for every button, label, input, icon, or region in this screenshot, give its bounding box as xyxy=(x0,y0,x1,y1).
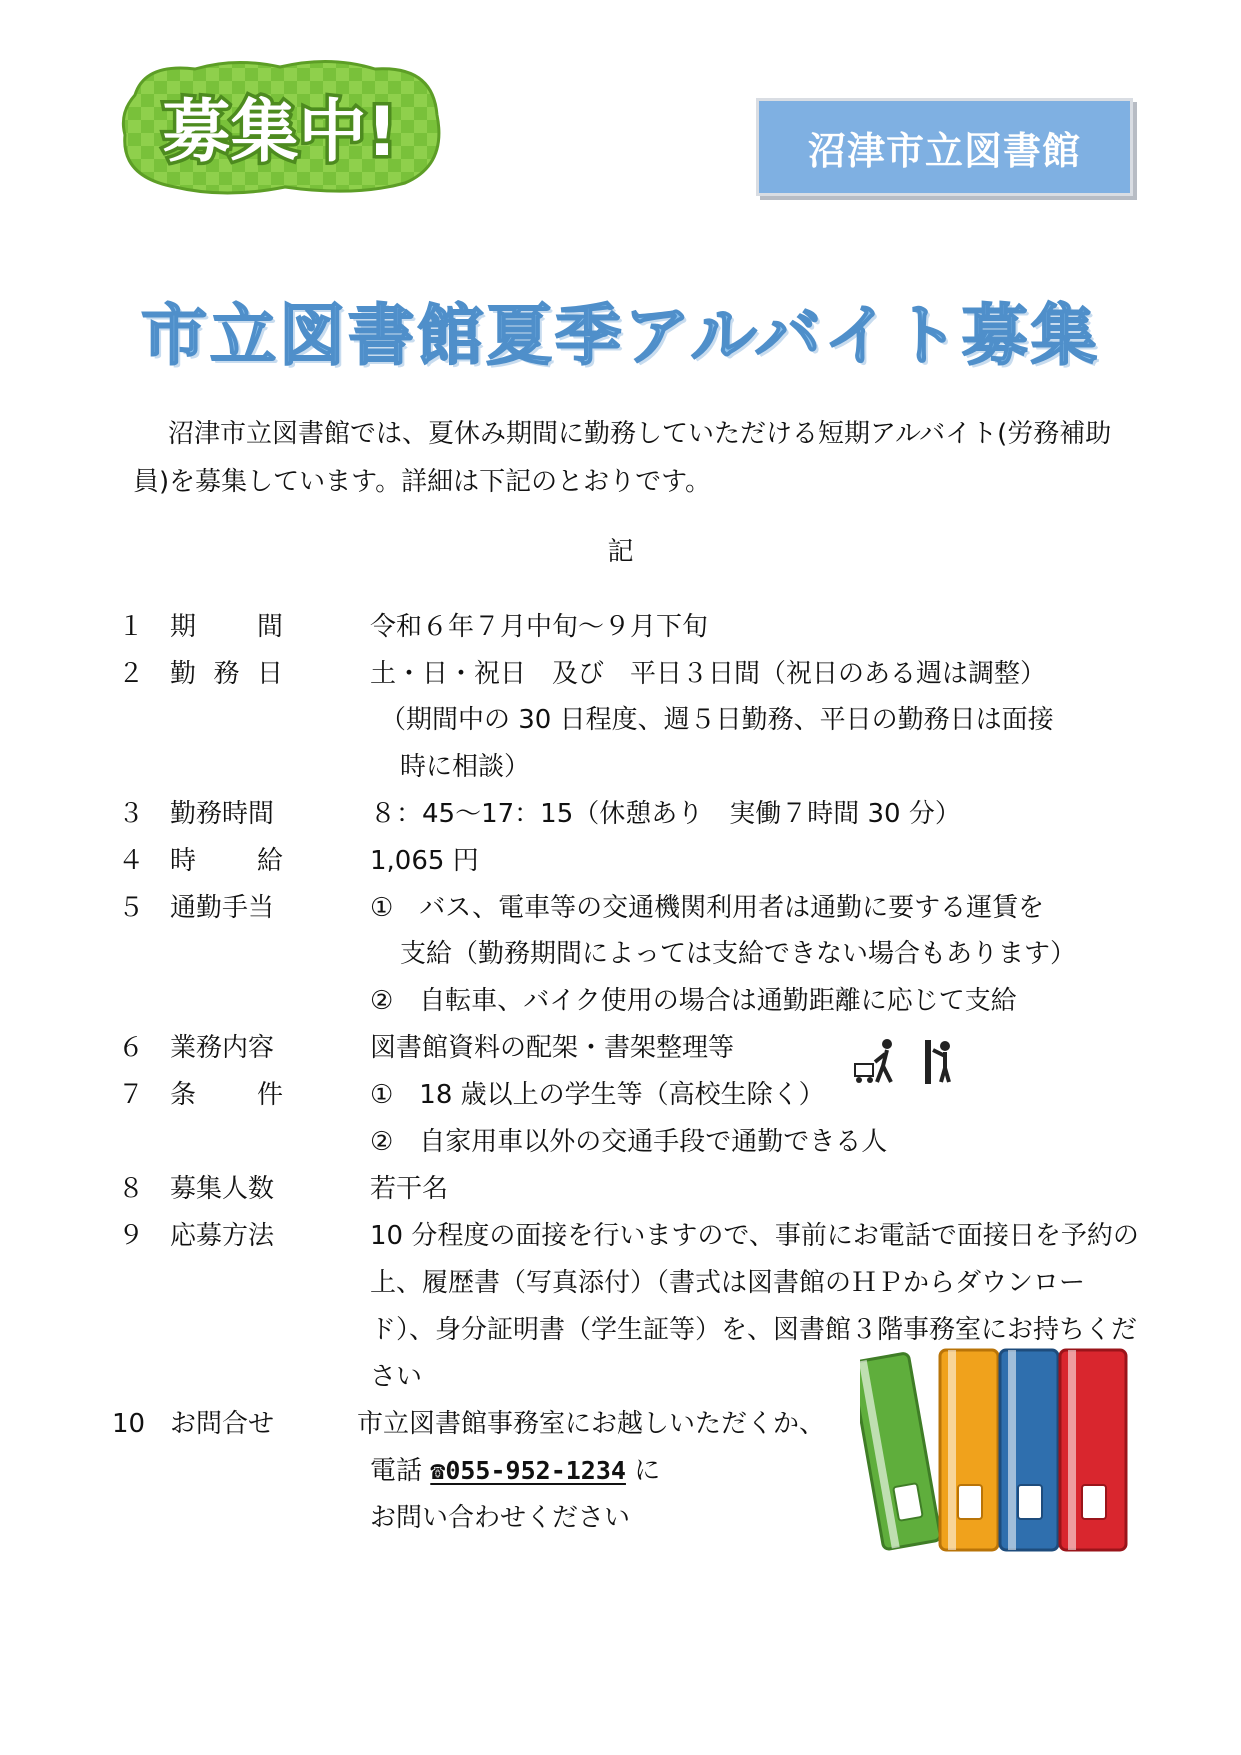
library-name: 沼津市立図書館 xyxy=(807,128,1081,173)
phone-number[interactable]: ☎055-952-1234 xyxy=(430,1456,626,1485)
library-name-box xyxy=(756,98,1133,196)
books-illustration xyxy=(860,1325,1140,1555)
page-title: 市立図書館夏季アルバイト募集 xyxy=(141,297,1100,374)
ki-heading: 記 xyxy=(607,537,634,567)
item-application-text: 10 分程度の面接を行いますので、事前にお電話で面接日を予約の上、履歴書（写真添付）（書式は図書館のＨＰからダウンロード）、身分証明書（学生証等）を、図書館３階事務室にお持ちください xyxy=(370,1221,1139,1392)
intro-paragraph: 沼津市立図書館では、夏休み期間に勤務していただける短期アルバイト(労務補助員)を募集しています。詳細は下記のとおりです。 xyxy=(133,419,1112,497)
boshu-badge xyxy=(115,55,445,200)
badge-text: 募集中! xyxy=(162,93,398,172)
library-workers-icon xyxy=(853,1036,963,1086)
